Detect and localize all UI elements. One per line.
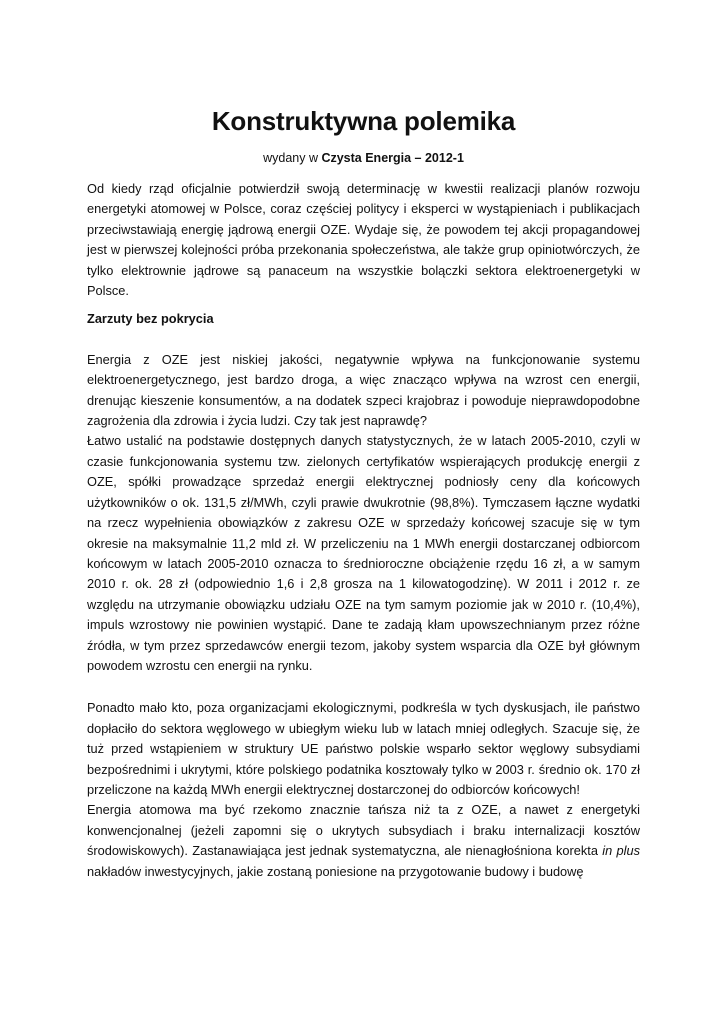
paragraph-4 — [87, 800, 640, 882]
paragraph-3: Ponadto mało kto, poza organizacjami ekologicznymi, podkreśla w tych dyskusjach, ile państwo dopłaciło do sektora węglowego w ubiegłym wieku lub w latach mniej odległych. Szacuje się, że tuż przed wstąpieniem w struktury UE państwo polskie wsparło sektor węglowy subsydiami bezpośrednimi i ukrytymi, które polskiego podatnika kosztowały tylko w 2003 r. średnio ok. 170 zł przeliczone na każdą MWh energii elektrycznej dostarczonej do odbiorców końcowych! — [87, 700, 640, 797]
paragraph-4-italic: in plus — [602, 843, 640, 859]
publication-prefix: wydany w — [263, 151, 322, 165]
intro-paragraph: Od kiedy rząd oficjalnie potwierdził swoją determinację w kwestii realizacji planów rozwoju energetyki atomowej w Polsce, coraz częściej politycy i eksperci w wystąpieniach i publikacjach przeciwstawiają energię jądrową energii OZE. Wydaje się, że powodem tej akcji propagandowej jest w pierwszej kolejności próba przekonania społeczeństwa, ale także grup opiniotwórczych, że tylko elektrownie jądrowe są panaceum na wszystkie bolączki sektora elektroenergetyki w Polsce. — [87, 181, 640, 299]
section-heading: Zarzuty bez pokrycia — [87, 311, 214, 327]
publication-source: Czysta Energia – 2012-1 — [321, 151, 464, 165]
paragraph-1: Energia z OZE jest niskiej jakości, negatywnie wpływa na funkcjonowanie systemu elektroenergetycznego, jest bardzo droga, a więc znacząco wpływa na wzrost cen energii, drenując kieszenie konsumentów, a na dodatek szpeci krajobraz i powoduje nieprawdopodobne zagrożenia dla zdrowia i życia ludzi. Czy tak jest naprawdę? — [87, 351, 640, 429]
paragraph-4-end: nakładów inwestycyjnych, jakie zostaną poniesione na przygotowanie budowy i budowę — [87, 863, 584, 879]
document-page — [87, 100, 640, 882]
spacer — [87, 330, 640, 350]
page-title: Konstruktywna polemika — [211, 106, 516, 136]
publication-info — [87, 151, 640, 165]
paragraph-4-start: Energia atomowa ma być rzekomo znacznie tańsza niż ta z OZE, a nawet z energetyki konwencjonalnej (jeżeli zapomni się o ukrytych subsydiach i braku internalizacji kosztów środowiskowych). Zastanawiająca jest jednak systematyczna, ale nienagłośniona korekta — [87, 802, 640, 859]
paragraph-2: Łatwo ustalić na podstawie dostępnych danych statystycznych, że w latach 2005-2010, czyli w czasie funkcjonowania systemu tzw. zielonych certyfikatów wspierających produkcję energii z OZE, spółki prowadzące sprzedaż energii elektrycznej podniosły ceny dla końcowych użytkowników o ok. 131,5 zł/MWh, czyli prawie dwukrotnie (98,8%). Tymczasem łączne wydatki na rzecz wypełnienia obowiązków z zakresu OZE w sprzedaży końcowej szacuje się w tym okresie na maksymalnie 11,2 mld zł. W przeliczeniu na 1 MWh energii dostarczanej odbiorcom końcowym w latach 2005-2010 oznacza to średnioroczne obciążenie rzędu 16 zł, a w samym 2010 r. ok. 28 zł (odpowiednio 1,6 i 2,8 grosza na 1 kilowatogodzinę). W 2011 i 2012 r. ze względu na utrzymanie obowiązku udziału OZE na tym samym poziomie jak w 2010 r. (10,4%), impuls wzrostowy nie powinien wystąpić. Dane te zadają kłam upowszechnianym przez różne źródła, w tym przez sprzedawców energii tezom, jakoby system wsparcia dla OZE był głównym powodem wzrostu cen energii na rynku. — [87, 433, 640, 673]
